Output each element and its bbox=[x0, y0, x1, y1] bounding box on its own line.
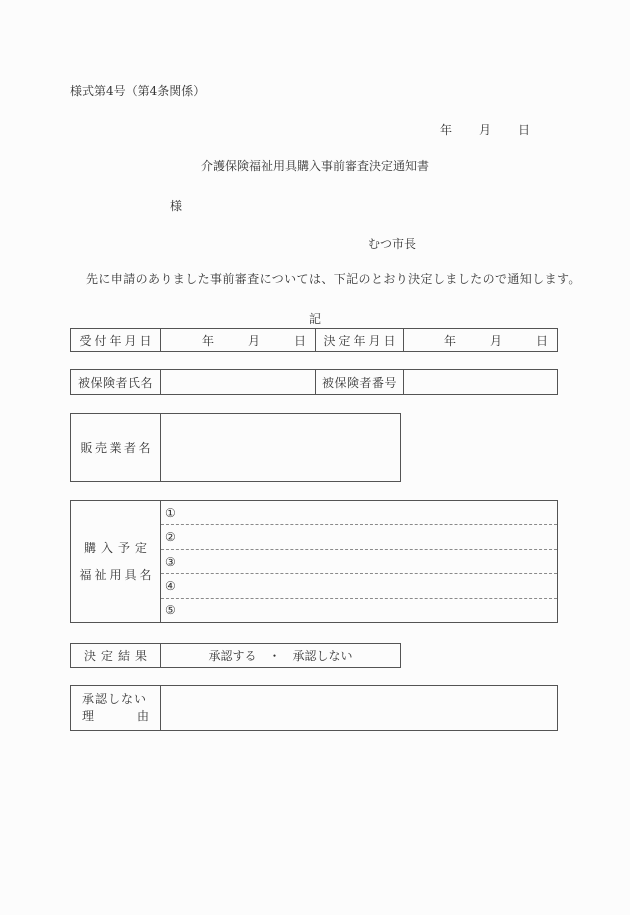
decision-result-table bbox=[70, 643, 401, 668]
reason-value-cell bbox=[160, 686, 557, 730]
reason-label-line2 bbox=[82, 708, 149, 725]
equipment-item-marker-2: ② bbox=[165, 530, 176, 545]
equipment-label bbox=[71, 501, 160, 622]
insured-table bbox=[70, 369, 558, 395]
decision-date-value-cell bbox=[403, 329, 557, 351]
equipment-list bbox=[160, 501, 557, 622]
decision-date-label: 決定年月日 bbox=[315, 329, 403, 351]
dates-table bbox=[70, 328, 558, 352]
receipt-date-value-cell bbox=[160, 329, 315, 351]
receipt-date-label: 受付年月日 bbox=[79, 333, 155, 348]
insured-number-label: 被保険者番号 bbox=[315, 370, 403, 394]
equipment-item-row bbox=[161, 599, 557, 622]
equipment-item-row bbox=[161, 574, 557, 598]
equipment-table bbox=[70, 500, 558, 623]
document-title: 介護保険福祉用具購入事前審査決定通知書 bbox=[200, 159, 429, 173]
equipment-item-marker-5: ⑤ bbox=[165, 603, 176, 618]
insured-number-value-cell bbox=[403, 370, 557, 394]
reason-label-line1: 承認しない bbox=[82, 692, 148, 706]
decision-result-label: 決定結果 bbox=[83, 649, 152, 663]
equipment-label-line2: 福祉用具名 bbox=[79, 567, 155, 582]
reason-label bbox=[71, 686, 160, 730]
reason-label-line2-left: 理 bbox=[82, 709, 95, 723]
vendor-label: 販売業者名 bbox=[80, 441, 153, 455]
insured-name-value-cell bbox=[160, 370, 315, 394]
receipt-month-label: 月 bbox=[247, 333, 260, 348]
section-heading: 記 bbox=[308, 312, 321, 326]
equipment-item-marker-4: ④ bbox=[165, 578, 176, 593]
equipment-label-line1: 購入予定 bbox=[83, 540, 152, 555]
body-text: 先に申請のありました事前審査については、下記のとおり決定しましたので通知します。 bbox=[86, 272, 581, 286]
receipt-day-label: 日 bbox=[293, 333, 306, 348]
equipment-item-row bbox=[161, 501, 557, 525]
decision-month-label: 月 bbox=[489, 333, 502, 348]
addressee-suffix: 様 bbox=[170, 199, 183, 213]
issue-date-year: 年 bbox=[440, 123, 453, 137]
issue-date-day: 日 bbox=[517, 123, 530, 137]
decision-day-label: 日 bbox=[535, 333, 548, 348]
receipt-year-label: 年 bbox=[201, 333, 214, 348]
reason-label-line2-right: 由 bbox=[136, 709, 149, 723]
equipment-item-row bbox=[161, 550, 557, 574]
form-number: 様式第4号（第4条関係） bbox=[70, 84, 206, 98]
issue-date-line bbox=[440, 121, 530, 138]
issue-date-month: 月 bbox=[478, 123, 491, 137]
equipment-item-marker-1: ① bbox=[165, 505, 176, 520]
equipment-item-row bbox=[161, 525, 557, 549]
equipment-item-marker-3: ③ bbox=[165, 554, 176, 569]
decision-result-value: 承認する ・ 承認しない bbox=[160, 644, 400, 667]
issuer-name: むつ市長 bbox=[368, 237, 417, 251]
decision-year-label: 年 bbox=[443, 333, 456, 348]
vendor-value-cell bbox=[160, 414, 400, 481]
insured-name-label: 被保険者氏名 bbox=[77, 375, 153, 390]
reason-table bbox=[70, 685, 558, 731]
vendor-table bbox=[70, 413, 401, 482]
